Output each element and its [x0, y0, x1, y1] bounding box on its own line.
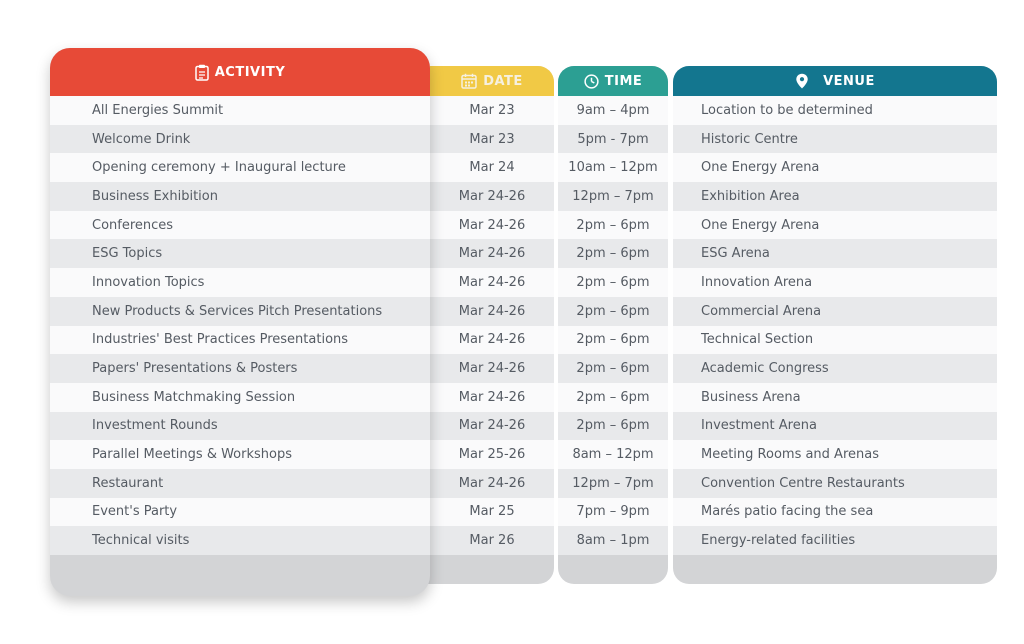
date-cell: Mar 24-26 [422, 182, 554, 211]
activity-cell: ESG Topics [50, 239, 430, 268]
time-column [558, 66, 668, 584]
activity-cell: Business Exhibition [50, 182, 430, 211]
activity-cell: Technical visits [50, 526, 430, 555]
venue-header-label: VENUE [823, 73, 875, 89]
time-cell: 2pm – 6pm [558, 239, 668, 268]
venue-column [673, 66, 997, 584]
venue-cell: Business Arena [673, 383, 997, 412]
time-cell: 5pm - 7pm [558, 125, 668, 154]
venue-cell: Investment Arena [673, 412, 997, 441]
clipboard-icon [195, 64, 209, 81]
time-rows [558, 96, 668, 555]
venue-cell: Energy-related facilities [673, 526, 997, 555]
time-cell: 9am – 4pm [558, 96, 668, 125]
venue-cell: Commercial Arena [673, 297, 997, 326]
time-cell: 2pm – 6pm [558, 326, 668, 355]
venue-cell: One Energy Arena [673, 211, 997, 240]
date-cell: Mar 24-26 [422, 354, 554, 383]
time-cell: 2pm – 6pm [558, 297, 668, 326]
venue-cell: Historic Centre [673, 125, 997, 154]
date-cell: Mar 23 [422, 96, 554, 125]
time-cell: 7pm – 9pm [558, 498, 668, 527]
date-cell: Mar 24-26 [422, 383, 554, 412]
activity-column [50, 48, 430, 596]
venue-cell: Technical Section [673, 326, 997, 355]
date-cell: Mar 24-26 [422, 211, 554, 240]
venue-cell: Exhibition Area [673, 182, 997, 211]
location-pin-icon [795, 73, 809, 89]
activity-cell: Event's Party [50, 498, 430, 527]
venue-cell: Marés patio facing the sea [673, 498, 997, 527]
time-cell: 2pm – 6pm [558, 354, 668, 383]
date-cell: Mar 24-26 [422, 297, 554, 326]
activity-cell: New Products & Services Pitch Presentations [50, 297, 430, 326]
date-cell: Mar 24 [422, 153, 554, 182]
date-cell: Mar 24-26 [422, 268, 554, 297]
activity-rows [50, 96, 430, 555]
date-column [422, 66, 554, 584]
activity-cell: Papers' Presentations & Posters [50, 354, 430, 383]
activity-cell: Restaurant [50, 469, 430, 498]
activity-cell: Parallel Meetings & Workshops [50, 440, 430, 469]
activity-cell: Business Matchmaking Session [50, 383, 430, 412]
venue-cell: Meeting Rooms and Arenas [673, 440, 997, 469]
date-cell: Mar 24-26 [422, 412, 554, 441]
time-header-label: TIME [604, 73, 643, 89]
time-cell: 2pm – 6pm [558, 268, 668, 297]
time-cell: 12pm – 7pm [558, 182, 668, 211]
date-cell: Mar 26 [422, 526, 554, 555]
venue-cell: Location to be determined [673, 96, 997, 125]
time-cell: 12pm – 7pm [558, 469, 668, 498]
time-cell: 2pm – 6pm [558, 211, 668, 240]
activity-cell: Conferences [50, 211, 430, 240]
time-header [558, 66, 668, 96]
calendar-icon [461, 73, 477, 89]
venue-cell: One Energy Arena [673, 153, 997, 182]
date-header-label: DATE [483, 73, 523, 89]
clock-icon [584, 74, 599, 89]
date-rows [422, 96, 554, 555]
date-cell: Mar 25-26 [422, 440, 554, 469]
activity-cell: Opening ceremony + Inaugural lecture [50, 153, 430, 182]
activity-cell: Industries' Best Practices Presentations [50, 326, 430, 355]
activity-cell: Investment Rounds [50, 412, 430, 441]
time-cell: 10am – 12pm [558, 153, 668, 182]
venue-cell: Innovation Arena [673, 268, 997, 297]
venue-cell: ESG Arena [673, 239, 997, 268]
activity-cell: All Energies Summit [50, 96, 430, 125]
activity-cell: Innovation Topics [50, 268, 430, 297]
date-cell: Mar 23 [422, 125, 554, 154]
activity-cell: Welcome Drink [50, 125, 430, 154]
time-cell: 2pm – 6pm [558, 412, 668, 441]
date-cell: Mar 24-26 [422, 326, 554, 355]
date-header [422, 66, 554, 96]
date-cell: Mar 24-26 [422, 469, 554, 498]
time-cell: 8am – 12pm [558, 440, 668, 469]
date-cell: Mar 25 [422, 498, 554, 527]
date-cell: Mar 24-26 [422, 239, 554, 268]
activity-header [50, 48, 430, 96]
venue-cell: Academic Congress [673, 354, 997, 383]
venue-rows [673, 96, 997, 555]
activity-header-label: ACTIVITY [214, 64, 286, 80]
venue-cell: Convention Centre Restaurants [673, 469, 997, 498]
time-cell: 8am – 1pm [558, 526, 668, 555]
venue-header [673, 66, 997, 96]
time-cell: 2pm – 6pm [558, 383, 668, 412]
